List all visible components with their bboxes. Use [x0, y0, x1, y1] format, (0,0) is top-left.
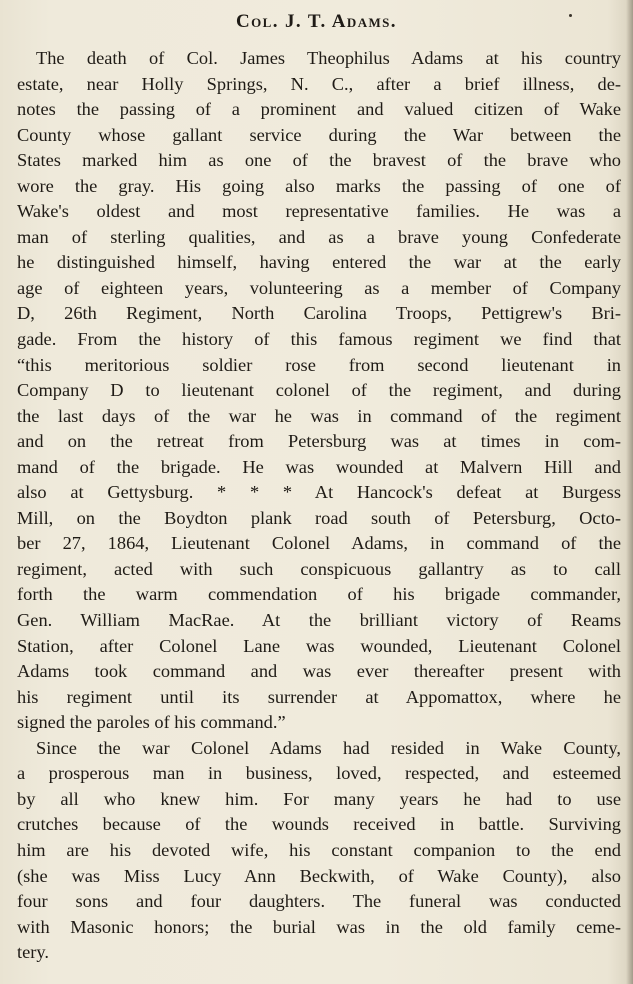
text-line: (she was Miss Lucy Ann Beckwith, of Wake County), also: [17, 865, 621, 886]
text-line: crutches because of the wounds received in battle. Surviving: [17, 814, 621, 835]
text-line: with Masonic honors; the burial was in the old family ceme-: [17, 916, 621, 937]
text-line: wore the gray. His going also marks the passing of one of: [17, 175, 621, 196]
text-line: ber 27, 1864, Lieutenant Colonel Adams, in command of the: [17, 533, 621, 554]
text-line: signed the paroles of his command.”: [17, 712, 286, 733]
text-line: tery.: [17, 942, 49, 963]
text-line: regiment, acted with such conspicuous gallantry as to call: [17, 558, 621, 579]
text-line: Adams took command and was ever thereafter present with: [17, 661, 621, 682]
text-line: his regiment until its surrender at Appomattox, where he: [17, 686, 621, 707]
text-line: notes the passing of a prominent and valued citizen of Wake: [17, 99, 621, 120]
text-line: forth the warm commendation of his brigade commander,: [17, 584, 621, 605]
paragraph-2: [17, 736, 621, 966]
text-line: gade. From the history of this famous regiment we find that: [17, 329, 621, 350]
text-line: a prosperous man in business, loved, respected, and esteemed: [17, 763, 621, 784]
text-line: and on the retreat from Petersburg was at times in com-: [17, 431, 621, 452]
text-line: Since the war Colonel Adams had resided in Wake County,: [36, 737, 621, 758]
text-line: Company D to lieutenant colonel of the regiment, and during: [17, 380, 621, 401]
text-line: Station, after Colonel Lane was wounded, Lieutenant Colonel: [17, 635, 621, 656]
text-line: mand of the brigade. He was wounded at Malvern Hill and: [17, 456, 621, 477]
article-body: [17, 46, 621, 966]
text-line: County whose gallant service during the War between the: [17, 124, 621, 145]
text-line: Gen. William MacRae. At the brilliant victory of Reams: [17, 610, 621, 631]
text-line: Mill, on the Boydton plank road south of Petersburg, Octo-: [17, 507, 621, 528]
text-line: four sons and four daughters. The funeral was conducted: [17, 891, 621, 912]
text-line: estate, near Holly Springs, N. C., after a brief illness, de-: [17, 73, 621, 94]
text-line: D, 26th Regiment, North Carolina Troops, Pettigrew's Bri-: [17, 303, 621, 324]
text-line: he distinguished himself, having entered the war at the early: [17, 252, 621, 273]
text-line: States marked him as one of the bravest of the brave who: [17, 150, 621, 171]
text-line: the last days of the war he was in command of the regiment: [17, 405, 621, 426]
article-title: Col. J. T. Adams.: [236, 11, 397, 32]
page-edge-shadow: [626, 0, 633, 984]
text-line: Wake's oldest and most representative families. He was a: [17, 201, 621, 222]
paragraph-1: [17, 46, 621, 736]
text-line: “this meritorious soldier rose from second lieutenant in: [17, 354, 621, 375]
text-line: The death of Col. James Theophilus Adams at his country: [36, 48, 621, 68]
text-line: him are his devoted wife, his constant companion to the end: [17, 839, 621, 860]
text-line: also at Gettysburg. * * * At Hancock's defeat at Burgess: [17, 482, 621, 503]
text-line: man of sterling qualities, and as a brave young Confederate: [17, 226, 621, 247]
text-line: by all who knew him. For many years he had to use: [17, 788, 621, 809]
text-line: age of eighteen years, volunteering as a member of Company: [17, 277, 621, 298]
